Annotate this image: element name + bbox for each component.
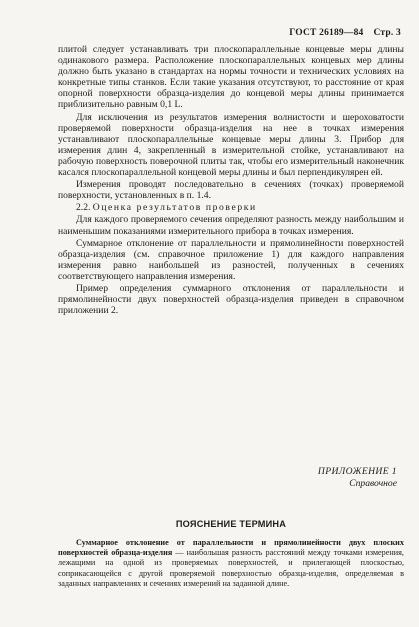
term-section-title: ПОЯСНЕНИЕ ТЕРМИНА xyxy=(175,519,287,529)
page-number: 3 xyxy=(396,28,401,38)
section-heading-evaluation xyxy=(58,202,404,213)
appendix-subtitle: Справочное xyxy=(349,478,397,489)
paragraph-measurement-setup: Для исключения из результатов измерения волнистости и шероховатости проверяемой поверхности образца-изделия на нее в точках измерения устанавливают плоскопараллельные концевые меры длины 3. Прибор для измерения длин 4, закрепленный в измерительной стойке, устанавливают на рабочую поверхность поверочной плиты так, чтобы его измерительный наконечник касался плоскопараллельной концевой меры длины и был перпендикулярен ей. xyxy=(58,111,404,179)
body-text xyxy=(58,44,404,317)
section-title: Оценка результатов проверки xyxy=(92,202,257,214)
section-number: 2.2. xyxy=(76,202,91,214)
term-name: Суммарное отклонение от параллельности и прямолинейности двух плоских поверхностей образца-изделия xyxy=(58,538,404,558)
paragraph-total-deviation: Суммарное отклонение от параллельности и прямолинейности поверхностей образца-изделия (см. справочное приложение 1) для каждого направления измерения равно наибольшей из разностей, полученных в сечениях соответствующего направления измерения. xyxy=(58,237,404,282)
paragraph-difference: Для каждого проверяемого сечения определяют разность между наибольшим и наименьшим показаниями измерительного прибора в точках измерения. xyxy=(58,214,404,237)
page-header xyxy=(289,28,401,38)
term-definition-block xyxy=(58,538,404,589)
term-definition: — наибольшая разность расстояний между точками измерения, лежащими на одной из проверяемых поверхностей, и прилегающей плоскостью, соприкасающейся с другой проверяемой поверхностью образца-изделия, определяемая в заданных направлениях и сечениях измерений на заданной длине. xyxy=(58,548,404,588)
appendix-title: ПРИЛОЖЕНИЕ 1 xyxy=(317,466,397,477)
page-label: Стр. xyxy=(373,28,394,38)
standard-number: ГОСТ 26189—84 xyxy=(289,28,364,38)
paragraph-example: Пример определения суммарного отклонения от параллельности и прямолинейности двух поверхностей образца-изделия приведен в справочном приложении 2. xyxy=(58,282,404,317)
paragraph-continuation: плитой следует устанавливать три плоскопараллельные концевые меры длины одинакового размера. Расположение плоскопараллельных концевых мер длины должно быть указано в стандартах на нормы точности и технических условиях на конкретные типы станков. Если такие указания отсутствуют, то расстояние от края опорной поверхности образца-изделия до концевой меры длины принимается приблизительно равным 0,1 L. xyxy=(58,44,404,111)
appendix-label xyxy=(318,466,397,490)
term-paragraph xyxy=(58,538,404,589)
paragraph-measurement-sections: Измерения проводят последовательно в сечениях (точках) проверяемой поверхности, установленных в п. 1.4. xyxy=(58,179,404,202)
